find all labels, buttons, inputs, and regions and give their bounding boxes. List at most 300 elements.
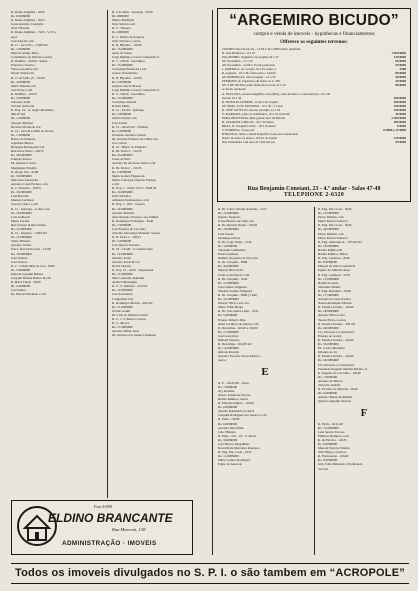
listing-line: R. Dante Alighieri - 6x40 bbox=[11, 10, 45, 14]
listing-line: Rs. 4.000$000 bbox=[11, 79, 31, 84]
listing-line: R. D. Hipolito - 10x30 bbox=[112, 42, 142, 47]
listing-line: R. Eng. Mac Lean - 10x3 bbox=[218, 450, 252, 455]
listing-line: Rs. 12.000$000 bbox=[218, 211, 239, 216]
listing-line: Andaraí Meneghin bbox=[112, 280, 137, 285]
listing-line: Gustavo Oscar Brauer bbox=[112, 83, 142, 88]
listing-line: e s/m bbox=[112, 181, 120, 186]
listing-line: R. Estados Unidos - 20x40 bbox=[318, 338, 354, 342]
ad-listing-text: V. POMPEIA, 3 lotes por bbox=[222, 127, 255, 132]
ad-listing-price: 80:000$ bbox=[395, 71, 406, 76]
listing-line: Rs. 18.000$000 bbox=[318, 243, 339, 248]
listing-line: Manuel Teixeira bbox=[218, 338, 240, 342]
column-divider bbox=[107, 10, 108, 498]
listing-line: Rs. 6.000$000 bbox=[11, 14, 31, 19]
listing-line: Rs. 2.500$000 bbox=[112, 128, 132, 133]
listing-line: Maria Ferreri Santucci bbox=[318, 235, 348, 240]
listing-line: Maria Conceição Barreto Pantaja bbox=[112, 177, 156, 182]
listing-line: Moacir Villar e sua Sra. bbox=[218, 301, 250, 306]
listing-line: Rs. 3.000$000 bbox=[218, 437, 238, 442]
listing-line: Praca, Rua Dom Leão - 13x50 bbox=[11, 247, 52, 252]
listing-line: Antonio Simão Neto bbox=[112, 329, 140, 334]
column-divider bbox=[212, 10, 213, 555]
listing-line: Julio Silveira s/m bbox=[112, 22, 136, 27]
listing-line: Ivone Barreto de Lima s/m bbox=[218, 219, 254, 224]
listing-line: Bertha Kühlia s/m bbox=[318, 247, 343, 252]
ad-company-name: ELDINO BRANCANTE bbox=[48, 511, 173, 525]
listing-line: Rs. 5.000$000 bbox=[218, 313, 238, 318]
banner-rule-top bbox=[11, 563, 409, 564]
listing-line: Bertha Kühlia e outros bbox=[218, 396, 248, 401]
listing-line: Rs. 12.000$000 bbox=[112, 272, 133, 276]
listing-line: Gastao Nascimento bbox=[112, 71, 138, 76]
listing-line: Dr. Antonio Carlos bbox=[11, 161, 37, 166]
listing-line: 286,70 m2 bbox=[11, 112, 26, 117]
listing-line: Antonio Jordão bbox=[11, 243, 32, 248]
listing-line: Armando Pederneiras e s/m bbox=[112, 198, 149, 203]
listing-line: Rs. 600$000 bbox=[112, 14, 129, 19]
listing-line: Rs. 1.000$000 bbox=[11, 116, 31, 121]
listing-line: Rs. 17.500$000 bbox=[318, 292, 339, 297]
listing-line: R. D. Hipolito - 10x30 bbox=[112, 75, 142, 80]
listing-line: Rs. 14.500$000 bbox=[218, 297, 239, 302]
listing-line: Julio Silveira e outros bbox=[112, 38, 141, 43]
listing-line: Dulce Pinheiro s/m bbox=[318, 231, 344, 236]
listing-line: Pompeu Pessoa bbox=[11, 157, 32, 162]
listing-line: Rosa Maria Mercedes Ronzano bbox=[218, 446, 260, 451]
listing-line: R. Domingos Fernandes - 8x40 bbox=[112, 218, 154, 223]
listing-line: R. Diogo Vaz - 6x48 bbox=[11, 169, 39, 174]
ad-listing-price: 2.400:000$ bbox=[391, 115, 406, 120]
argemiro-bicudo-ad bbox=[217, 8, 411, 202]
ad-listing-price: 60:000$ bbox=[395, 59, 406, 64]
listing-line: Arturo Salomone Tirone bbox=[218, 392, 251, 397]
ad-phone: Fone 4-6991 bbox=[94, 505, 113, 509]
listing-line: R. Delmira - 20x50 - Saude bbox=[11, 59, 48, 64]
listing-line: Antonio de Barros bbox=[318, 378, 343, 383]
ad-title: “ARGEMIRO BICUDO” bbox=[229, 12, 399, 29]
listing-line: Irma Triviella bbox=[11, 26, 30, 31]
listing-line: Rs. 9.000$000 bbox=[318, 441, 338, 446]
ad-listing-text: PERDIZES, R. Itapicurú, em frente ao n. 450 bbox=[222, 79, 280, 84]
listing-line: Edgar de Azevedo bbox=[218, 462, 243, 467]
listing-line: Mauro Bonfiglio bbox=[112, 18, 135, 23]
listing-line: R. Dr. João Alves Lima - 5x35 bbox=[218, 309, 259, 314]
listing-line: Vila Leopoldina s/m bbox=[11, 67, 38, 72]
listing-line: R. Estados Unidos - 10x40 bbox=[318, 305, 354, 310]
listing-line: Rs. 11.000$000 bbox=[11, 226, 32, 231]
listing-line: Filiberto Ramires e s/m bbox=[318, 433, 350, 438]
listing-line: Rua Dona Paula - 26x70 bbox=[11, 149, 44, 154]
ad-listing-text: CENTRO, Rua da Gloria - 13,50 x 40 a 2800 metro quadrado bbox=[222, 47, 301, 51]
listing-line: R. Dr. Ricardo Daunt - 18x20 bbox=[218, 223, 258, 228]
listing-line: R. 2 de Julho - Ipiranga - 8x38 bbox=[112, 10, 153, 14]
listing-line: Rs. 5.000$000 bbox=[112, 169, 132, 174]
listing-line: Rs. 8.000$000 bbox=[318, 260, 338, 265]
listing-line: Rs. 16.000$000 bbox=[11, 190, 32, 195]
listing-column-2 bbox=[112, 10, 206, 498]
listing-line: Antonio Costa Pacheco s/m bbox=[11, 181, 48, 186]
listing-line: R. 2 - Pirituba - 10x53 bbox=[11, 186, 41, 191]
ad-listing-text: R. Augusta - 10 x 40, frente para o Jardim bbox=[222, 71, 276, 76]
listing-line: Antonio Pinto Costa bbox=[318, 313, 345, 318]
listing-line: Ignacio Angelini Alvarez bbox=[318, 399, 352, 404]
listing-line: José Antonio s/m bbox=[11, 38, 34, 43]
listing-line: Teixeira Gomes Salgueiro bbox=[218, 288, 253, 293]
banner-rule-bottom bbox=[11, 583, 409, 584]
listing-line: Dr. Antonio dos Santos Clemente bbox=[112, 333, 157, 338]
ad-listing-price: 40:000$ bbox=[395, 75, 406, 80]
ad-listing-price: 6:000$ bbox=[396, 123, 406, 128]
ad-listing-price: 40:000$ bbox=[395, 111, 406, 116]
listing-line: Egidio de Almeida Rosa bbox=[318, 268, 351, 273]
listing-line: Magdalena Estrella bbox=[11, 165, 37, 170]
listing-line: Cia. Imoveis e Construções bbox=[318, 329, 355, 334]
listing-line: Francisco Saraiva bbox=[11, 63, 35, 68]
listing-line: Rs. 2.000$000 bbox=[11, 284, 31, 289]
listing-line: Rs. 55.000$000 bbox=[318, 342, 339, 347]
listing-line: Rs. 1.000$000 bbox=[11, 46, 31, 51]
ad-listing-text: R. PEIXOTO GOMIDE, 11,40 x 45 esquina bbox=[222, 99, 279, 104]
listing-line: Rs. 14.000$000 bbox=[218, 346, 239, 351]
ad-listing-text: R. JOAQUIM CARLOS - 18 x 30 metro bbox=[222, 119, 274, 124]
listing-line: Rs. 10.000$000 bbox=[112, 206, 133, 211]
listing-line: R. 7 - 20x50 - Guarulhos bbox=[112, 59, 145, 64]
listing-line: R. Dr. Carlos Morais Andrade - 7x17 bbox=[218, 207, 267, 211]
listing-line: R. Dante Alighieri - 7x25 - V. Pro- bbox=[11, 30, 57, 35]
ad-listing-price: 55:000$ bbox=[395, 63, 406, 68]
listing-line: R. Delmira - 10x33 bbox=[11, 91, 37, 96]
listing-line: Manoel Araujo Pinto bbox=[11, 50, 39, 55]
listing-line: Rs. 6.000$000 bbox=[218, 405, 238, 410]
ad-listing-text: R. José Bonifacio - 8 x 25 bbox=[222, 51, 256, 56]
listing-line: R. 2 - Tatuapé bbox=[112, 26, 131, 31]
listing-line: R. 17 - Jaca Fria - 5.000 m2 bbox=[11, 42, 48, 47]
ad-listing-text: AV. Pacaembu - 15 x 35 bbox=[222, 59, 253, 64]
listing-line: Maria Villar Braga bbox=[218, 305, 243, 310]
listing-line: Fernando Eugenio Martins Ribeiro Jr. bbox=[318, 366, 368, 371]
listing-line: R. Proj. 1 - 8x2 - Voperu bbox=[112, 202, 145, 207]
listing-line: Luisa de Haro bbox=[112, 157, 131, 162]
ad-listing-text: aberto de todos os lados a 100 m. de bonde bbox=[222, 136, 277, 141]
ad-listing-text: AV. BRIG. LUIZ ANTONIO - 10 x 45 - 3 casas bbox=[222, 103, 283, 108]
listing-line: R. 2 - V. Mariana - 250 m2 bbox=[112, 284, 148, 289]
listing-line: Maria Gomes Figueiredo bbox=[112, 173, 146, 178]
listing-column-3 bbox=[218, 207, 312, 555]
listing-line: José Peixoto bbox=[11, 259, 28, 264]
listing-line: Dr. Luiz de Oliveira Gentil bbox=[112, 312, 148, 317]
listing-line: Antonio Molbert bbox=[11, 120, 34, 125]
listing-line: R. Dr. Pedro I - 10x35 bbox=[112, 165, 142, 170]
listing-line: Dr. Carlos Meirelles bbox=[318, 346, 345, 351]
listing-line: R. Dr. Joaquim - 8x80 (1 mil) bbox=[218, 292, 258, 297]
listing-line: Eurico Andrieu bbox=[218, 252, 239, 257]
listing-line: Dr. Antonio Pinheiro de Ulhôa Cin- bbox=[112, 136, 160, 141]
listing-line: tra e outros bbox=[112, 141, 127, 145]
listing-line: R. Elisa - 10x30 bbox=[218, 417, 240, 422]
listing-line: Rs. 12.000$000 bbox=[318, 211, 339, 216]
listing-line: José Ignacio Ferreira bbox=[112, 243, 140, 248]
listing-line: Ovidio Gentil bbox=[112, 308, 131, 313]
listing-line: Robert Mello bbox=[112, 104, 130, 109]
listing-line: Mosér Walsh s/m bbox=[11, 71, 34, 76]
listing-line: R. Fleriasendo - 10x40 bbox=[318, 454, 349, 459]
listing-line: Rs. 12.000$000 bbox=[112, 288, 133, 293]
listing-line: R. Eng. Mac Lean - 8x40 bbox=[318, 223, 352, 228]
listing-line: R. 12 - 26x25x22 - Pirituba bbox=[112, 124, 149, 129]
listing-line: R. E - 10x32,90 - Santo bbox=[218, 380, 250, 385]
listing-line: Gilberto Gallo bbox=[112, 255, 132, 260]
ad-listing-text: ao metro quadrado bbox=[222, 87, 246, 92]
listing-line: Rs. 9.000$000 bbox=[318, 391, 338, 396]
listing-line: Abel Antonio Tavares e sua mulher bbox=[112, 214, 159, 219]
listing-line: Ricardo Morais & Cia. bbox=[11, 124, 42, 129]
ad-listing-text: terreno 16 x 40 bbox=[222, 95, 242, 100]
ad-listing-text: AV. 9 DE JULHO, junto Radio Record de 12 x 32 bbox=[222, 83, 286, 88]
listing-line: Manoel Dias Pedro bbox=[218, 268, 244, 273]
listing-line: Júlio Hugo e Cardoso bbox=[318, 450, 347, 455]
listing-line: David Serrano bbox=[112, 263, 132, 268]
column-divider bbox=[314, 207, 315, 555]
ad-listing-text: AV. REBOUÇAS, todo irregular - 12 x 35 bbox=[222, 75, 276, 80]
listing-line: R. Eng. Andradas Jr. - 185,20 m2 bbox=[318, 239, 362, 244]
listing-line: Luiz Galhardo bbox=[11, 214, 31, 219]
listing-line: Luiz Soares bbox=[218, 231, 234, 236]
listing-line: R. Domingos Morais - 482 m2 bbox=[112, 300, 153, 305]
listing-line: Rs. 3.000$000 bbox=[11, 267, 31, 272]
listing-line: R. D. Pedro I - 10x35 bbox=[112, 235, 141, 240]
listing-line: R. Dr. Jorge Veiga - 7x40 bbox=[218, 239, 252, 244]
listing-line: R. Estados Unidos - 456 m2 bbox=[318, 321, 356, 326]
listing-line: R. Evaristo de Macedo - 8x40 bbox=[318, 387, 358, 392]
listing-line: Rs. 7.000$000 bbox=[112, 222, 132, 227]
listing-line: Maria Ferreri Santucci bbox=[318, 219, 348, 224]
listing-line: José Marcos Magalhães bbox=[218, 441, 250, 446]
listing-line: Bertha Kühlia e Filhos bbox=[318, 252, 348, 257]
listing-line: Manoel Joaquim Batista bbox=[11, 272, 44, 276]
ad-listing-text: J. AMERICA, Al. Lorena 10 x 45, metro a bbox=[222, 67, 277, 72]
listing-line: Rs. 19.000$000 bbox=[11, 251, 32, 256]
section-letter: E bbox=[261, 365, 269, 378]
ad-listing-price: 200:000$ bbox=[393, 95, 406, 100]
listing-line: Ernesto Ribeiro Dias bbox=[218, 317, 246, 322]
listing-line: Antonio M. Alves de Lima e s/m bbox=[112, 161, 156, 166]
listing-line: Rs. 21.000$000 bbox=[112, 304, 133, 309]
listing-line: R. Eugenio de Carvalho - 18x40 bbox=[318, 370, 361, 375]
listing-line: Jaguaribe Barros bbox=[11, 141, 34, 145]
listing-line: Carlos Luiz Heyn e s/m bbox=[218, 272, 250, 277]
listing-line: José Gomes Salgueiro bbox=[218, 284, 248, 289]
ad-listing-row bbox=[222, 140, 406, 144]
listing-line: R. 12 - Ipiranga - el uma casa bbox=[11, 206, 50, 211]
listing-line: Sebastião Sibello bbox=[318, 284, 341, 289]
listing-line: Rs. 5.000$000 bbox=[112, 239, 132, 244]
listing-line: Domingos Rossi bbox=[218, 235, 240, 240]
listing-line: Rs. 8.000$000 bbox=[318, 458, 338, 463]
listing-line: Julio Saltz Pimentel e Ferdinando bbox=[318, 462, 363, 467]
listing-line: Anna Cardinos de Abreu e s/m bbox=[218, 321, 259, 326]
listing-line: Victorino Stabile bbox=[318, 383, 341, 388]
ad-listing-text: AV. Pacaembu - 12,00 x 35 em prestações bbox=[222, 63, 276, 68]
listing-line: José Santos bbox=[11, 288, 27, 293]
listing-column-4 bbox=[318, 207, 410, 555]
listing-line: Rs. 5.000$000 bbox=[112, 112, 132, 117]
listing-line: Rs. 3.000$000 bbox=[218, 243, 238, 248]
listing-line: José Ferreira de Carvalho bbox=[112, 226, 146, 231]
listing-line: Rs. 15.000$000 bbox=[112, 63, 133, 68]
listing-line: Manoel Ferreira Simões bbox=[318, 446, 350, 451]
ad-listing-price: 120:000$ bbox=[393, 136, 406, 141]
listing-line: Jeronimo Antonio Curieri bbox=[112, 132, 146, 137]
ad-telephone: TELEPHONE 2-6320 bbox=[283, 192, 345, 198]
ad-listings bbox=[218, 45, 410, 144]
listing-line: Vaccari bbox=[318, 466, 328, 471]
listing-line: R. Durvalina - 10x20 e 10x20 bbox=[218, 325, 258, 330]
listing-line: José Gonçalves bbox=[218, 333, 239, 338]
listing-line: R. Eng. Laumont - 8x40 bbox=[318, 256, 351, 261]
listing-line: Rs. 600$000 bbox=[112, 30, 129, 35]
listing-line: Amador Bueno & Ramira bbox=[318, 395, 353, 400]
listing-line: Rs. 3.000$000 bbox=[11, 95, 31, 100]
listing-line: R. Elias - 5x5 - 10 - V. Maria bbox=[218, 433, 257, 438]
listing-line: Aurelio Raimundo da Silva bbox=[218, 409, 255, 414]
listing-line: Antonio Marcellino bbox=[218, 425, 245, 430]
listing-line: Rs. 13.000$000 bbox=[112, 95, 133, 100]
listing-line: Zenobia Alvarenga Monteiro Soares bbox=[112, 231, 160, 236]
listing-line: José de Castro e s/m bbox=[11, 202, 38, 207]
listing-line: Rs. 5.000$000 bbox=[112, 79, 132, 84]
listing-line: Luiz Bracalla bbox=[11, 194, 29, 199]
listing-line: Rs. 17.000$000 bbox=[112, 325, 133, 330]
listing-line: Sebastião Guilherme bbox=[218, 247, 246, 252]
ad-street: Rua Marconi, 138 bbox=[112, 527, 146, 532]
listing-line: Orlando de Sá bbox=[318, 350, 337, 355]
listing-line: Sociedade Amaral bbox=[112, 100, 137, 105]
listing-line: Maria Gomes Rodrigues bbox=[218, 458, 251, 463]
listing-line: Rs. 10.000$000 bbox=[112, 190, 133, 195]
listing-line: Rs. 25.000$000 bbox=[112, 153, 133, 158]
listing-line: Rs. 12.000$000 bbox=[11, 235, 32, 240]
listing-line: Rs. 30.000$000 bbox=[218, 264, 239, 269]
listing-line: Companhia City bbox=[112, 296, 134, 301]
listing-line: José Salvatierra bbox=[112, 292, 133, 297]
listing-line: Dr. Durval Machado e s/m bbox=[11, 292, 47, 297]
listing-line: R. 2 - 20x50 - Guarulhos bbox=[112, 91, 145, 96]
listing-line: Mansur Lucchesi bbox=[11, 198, 34, 203]
listing-line: Rs. 12.000$000 bbox=[112, 251, 133, 256]
listing-line: Mario Mendes s/m bbox=[11, 83, 36, 88]
listing-line: R. 2 - J. S. Bento e outros bbox=[112, 317, 146, 322]
listing-line: Heinrich Gauss bbox=[318, 280, 339, 285]
listing-line: Jorge Makhur e Cesar Campolim Jr. bbox=[112, 55, 160, 60]
listing-line: Joaquim Batista Ramos & s/m bbox=[11, 276, 52, 281]
listing-line: R. Dr. Joaquim - 5x20 bbox=[218, 276, 248, 281]
ad-listing-price: 300:000$ bbox=[393, 119, 406, 124]
listing-line: Nelson Ranulpho Moraes bbox=[318, 301, 352, 306]
ad-listing-price: 1.200:000$ bbox=[391, 51, 406, 56]
listing-line: Rs. 11.000$000 bbox=[218, 329, 239, 334]
listing-line: Rs. 28.000$000 bbox=[11, 153, 32, 158]
listing-line: R. 2 - Mooca bbox=[112, 321, 130, 326]
listing-line: Cia. Imoveis e Construções bbox=[318, 362, 355, 367]
listing-line: Silvio Pimenta bbox=[11, 239, 31, 244]
ad-listing-text: R. JOSÉ GETULIO, terreno proximo 12 x 50 bbox=[222, 107, 281, 112]
listing-line: R. Proj. 1 - 8x26, 97x17, 78x8,30 bbox=[112, 186, 157, 191]
listing-line: Julio Salvador bbox=[112, 194, 131, 199]
ad-listing-price: 120:000$ bbox=[393, 55, 406, 60]
listing-line: Dulce Pinheiro s/m bbox=[318, 215, 344, 220]
ad-address: Rua Benjamin Constant, 23 - 4.º andar - Salas 47-48 bbox=[247, 186, 381, 192]
section-letter: F bbox=[360, 406, 368, 419]
ad-listing-price: 350$ bbox=[399, 67, 406, 72]
ad-listing-price: 95:000$ bbox=[395, 140, 406, 145]
ad-listing-text: PACAEMBU, magnifico de esquina 26 x 27 bbox=[222, 55, 279, 60]
listing-line: Ary Rossine bbox=[218, 388, 235, 393]
listing-line: Henrique Rosenquist s/m bbox=[11, 145, 45, 150]
listing-line: José Zarzur bbox=[112, 120, 128, 125]
listing-line: R. Estados Unidos - 20x40 bbox=[318, 354, 354, 359]
listing-line: Rs. 15.000$000 bbox=[318, 276, 339, 281]
listing-line: Maria Lucena bbox=[11, 218, 30, 223]
listing-column-1 bbox=[11, 10, 105, 498]
eldino-brancante-ad bbox=[11, 500, 193, 555]
ad-listing-price: 80:000$ bbox=[395, 83, 406, 88]
bottom-banner: Todos os imoveis divulgados no S. P. I. o são tambem em “ACROPOLE” bbox=[15, 567, 405, 579]
ad-listing-price: 180:000$ bbox=[393, 99, 406, 104]
listing-line: Arthur Zandar s/m bbox=[112, 116, 137, 121]
listing-line: Jorge Makhur e Cesar Campolim Jr. bbox=[112, 87, 160, 92]
listing-line: Antonio Rossi & Cia. bbox=[112, 259, 141, 264]
listing-line: Rs. 18.000$000 bbox=[218, 227, 239, 232]
listing-line: Salvador Aritu bbox=[11, 100, 31, 105]
listing-line: Bairro do Instituto bbox=[11, 136, 36, 141]
ad-footer bbox=[218, 186, 410, 198]
ad-listing-text: IPIRANGA, lindo e venda magnifico lotes para residencias bbox=[222, 131, 298, 136]
listing-line: Marco Antonio Ramaldi bbox=[112, 276, 145, 281]
listing-line: R. 2 - Cidade Mãe do Ceu - 8x60 bbox=[11, 263, 55, 268]
listing-line: Rs. 40.000$000 bbox=[318, 325, 339, 330]
listing-line: Rs. 40.000$000 bbox=[318, 358, 339, 363]
listing-line: R. Barra Funda - 8x40 bbox=[11, 280, 41, 285]
listing-line: Josué Arnaldo Consiglio bbox=[11, 22, 44, 27]
listing-line: R. Eng. Laumont - 5x35 bbox=[318, 272, 351, 277]
listing-line: R. Eng. Mac Lean - 8x40 bbox=[318, 207, 352, 211]
listing-line: Rs. 1.300$000 bbox=[11, 132, 31, 137]
ad-listing-text: BRAZ, R. Joaquim Carlos - 18 x 30 metro bbox=[222, 123, 277, 128]
listing-line: R. Proj. 12 - 4x26 - Taquarussú bbox=[112, 267, 154, 272]
listing-line: R. da Fabrica - 10x35 bbox=[318, 437, 347, 442]
ad-listing-price: 250:000$ bbox=[393, 103, 406, 108]
listing-line: Tereza Pinto e outros bbox=[318, 317, 346, 322]
listing-line: José Franco s/m bbox=[11, 87, 33, 92]
listing-line: Vicente Aritu s/m bbox=[11, 104, 35, 109]
ad-listing-text: V. MARIANA, junto ao Ambiental, 10 x 32 (120 m2) bbox=[222, 111, 291, 116]
listing-line: Rs. 15.000$000 bbox=[218, 280, 239, 285]
ad-listing-text: PARA INDUSTRIA, Brás grande area 18.000 m2 bbox=[222, 115, 286, 120]
listing-line: Antonio Escobar Nevas Marra e bbox=[218, 354, 261, 359]
listing-line: Manoel da Silva Constancia bbox=[318, 264, 356, 269]
listing-line: R. Durvalina - 562,80 m2 bbox=[218, 342, 252, 347]
listing-line: Rs. 12.000$000 bbox=[318, 425, 339, 430]
listing-line: R. Dante Alighieri - 6x35 bbox=[11, 18, 45, 23]
listing-line: João Pimenta bbox=[218, 429, 236, 434]
listing-line: R. 12 - Bairro do Pinheiro bbox=[112, 145, 147, 150]
listing-line: R. 14 - Jacu & Jardim do Gloria bbox=[11, 128, 54, 133]
listing-line: Rs. 6.000$000 bbox=[218, 421, 238, 426]
listing-line: R. 23 - 13x40 - V. Gumercindo bbox=[112, 247, 153, 252]
listing-line: R. Fabio - 6x12,40 bbox=[318, 421, 343, 426]
listing-line: Rs. 18.000$000 bbox=[11, 210, 32, 215]
listing-line: Rs. 30.000$000 bbox=[11, 173, 32, 178]
